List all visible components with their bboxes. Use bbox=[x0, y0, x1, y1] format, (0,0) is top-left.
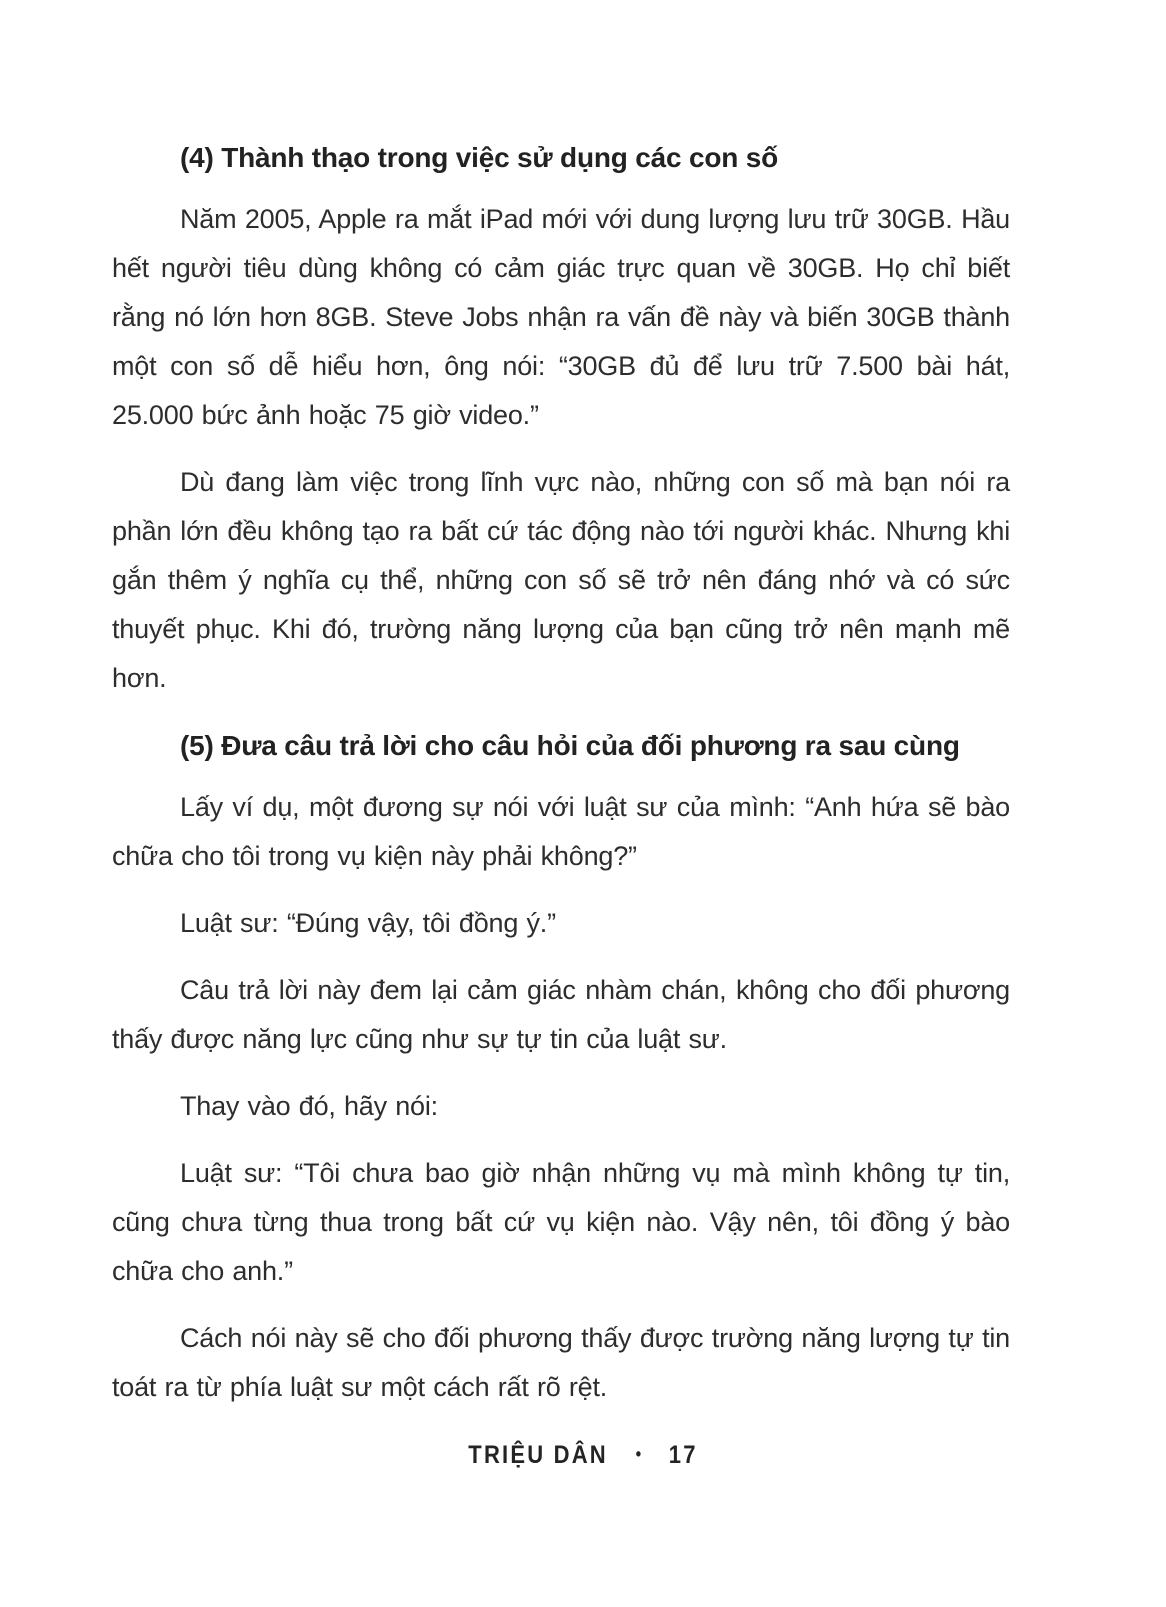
paragraph-lawyer-question: Lấy ví dụ, một đương sự nói với luật sư của mình: “Anh hứa sẽ bào chữa cho tôi trong vụ kiện này phải không?” bbox=[112, 792, 1010, 871]
paragraph-lawyer-plain-reply: Luật sư: “Đúng vậy, tôi đồng ý.” bbox=[180, 908, 556, 938]
page-content bbox=[112, 131, 1010, 1430]
page-footer bbox=[70, 1441, 1096, 1470]
paragraph-conclusion: Cách nói này sẽ cho đối phương thấy được trường năng lượng tự tin toát ra từ phía luật sư một cách rất rõ rệt. bbox=[112, 1323, 1010, 1402]
section-heading-5: (5) Đưa câu trả lời cho câu hỏi của đối phương ra sau cùng bbox=[180, 730, 960, 761]
section-heading-4: (4) Thành thạo trong việc sử dụng các con số bbox=[180, 142, 778, 173]
paragraph-instead-say: Thay vào đó, hãy nói: bbox=[180, 1091, 438, 1121]
footer-book-title: TRIỆU DÂN bbox=[468, 1441, 608, 1469]
footer-separator-dot: • bbox=[635, 1444, 642, 1464]
paragraph-numbers-impact: Dù đang làm việc trong lĩnh vực nào, những con số mà bạn nói ra phần lớn đều không tạo ra bất cứ tác động nào tới người khác. Nhưng khi gắn thêm ý nghĩa cụ thể, những con số sẽ trở nên đáng nhớ và có sức thuyết phục. Khi đó, trường năng lượng của bạn cũng trở nên mạnh mẽ hơn. bbox=[112, 467, 1010, 693]
paragraph-apple-numbers: Năm 2005, Apple ra mắt iPad mới với dung lượng lưu trữ 30GB. Hầu hết người tiêu dùng không có cảm giác trực quan về 30GB. Họ chỉ biết rằng nó lớn hơn 8GB. Steve Jobs nhận ra vấn đề này và biến 30GB thành một con số dễ hiểu hơn, ông nói: “30GB đủ để lưu trữ 7.500 bài hát, 25.000 bức ảnh hoặc 75 giờ video.” bbox=[112, 204, 1010, 430]
footer-page-number: 17 bbox=[668, 1441, 698, 1469]
paragraph-lawyer-confident-reply: Luật sư: “Tôi chưa bao giờ nhận những vụ mà mình không tự tin, cũng chưa từng thua trong bất cứ vụ kiện nào. Vậy nên, tôi đồng ý bào chữa cho anh.” bbox=[112, 1158, 1010, 1286]
paragraph-boring-answer-comment: Câu trả lời này đem lại cảm giác nhàm chán, không cho đối phương thấy được năng lực cũng như sự tự tin của luật sư. bbox=[112, 975, 1010, 1054]
